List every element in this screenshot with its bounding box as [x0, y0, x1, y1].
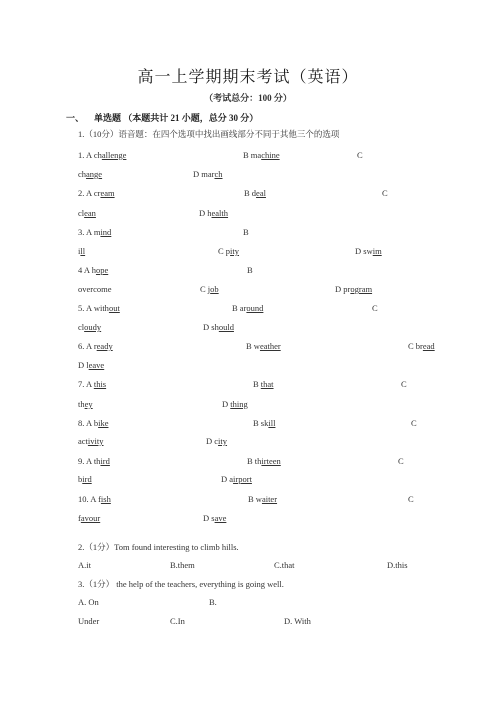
question-3-option-a: A. On — [78, 597, 99, 607]
q1-item-7-line2-option-2 — [222, 399, 248, 409]
q1-item-8-line2-option-1 — [78, 436, 104, 446]
section-label: 单选题 （本题共计 21 小题，总分 30 分） — [94, 113, 259, 123]
q1-item-6-line1-option-3 — [408, 341, 435, 351]
q1-item-6-line1-option-1 — [78, 341, 113, 351]
option-text: B ma — [243, 150, 262, 160]
section-heading — [66, 111, 258, 124]
option-text: B — [253, 379, 261, 389]
q1-item-4-line1-option-1 — [78, 265, 108, 275]
option-text: B th — [247, 456, 262, 466]
underlined-text: oudy — [84, 322, 102, 332]
section-number: 一、 — [66, 113, 85, 123]
option-text: 2. A cr — [78, 188, 101, 198]
underlined-text: ave — [214, 513, 227, 523]
option-text: 3. A m — [78, 227, 101, 237]
option-text: b — [78, 474, 83, 484]
q1-item-9-line1-option-2 — [247, 456, 281, 466]
underlined-text: ey — [84, 399, 93, 409]
q1-item-2-line1-option-2 — [244, 188, 266, 198]
option-text: C — [401, 379, 407, 389]
underlined-text: eam — [100, 188, 115, 198]
option-text: C j — [200, 284, 211, 294]
underlined-text: ish — [100, 494, 111, 504]
option-text: 8. A b — [78, 418, 99, 428]
underlined-text: eal — [256, 188, 266, 198]
q1-item-3-line2-option-1 — [78, 246, 85, 256]
question-2-option-c: C.that — [274, 560, 295, 570]
underlined-text: ange — [86, 169, 103, 179]
option-text: 9. A th — [78, 456, 101, 466]
question-2-stem: 2.（1分）Tom found interesting to climb hills. — [78, 542, 239, 552]
q1-item-1-line1-option-3 — [357, 150, 363, 160]
option-text: act — [78, 436, 88, 446]
underlined-text: irteen — [261, 456, 281, 466]
underlined-text: ould — [218, 322, 234, 332]
option-text: C — [372, 303, 378, 313]
option-text: B — [247, 265, 253, 275]
option-text: C — [382, 188, 388, 198]
q1-item-8-line1-option-2 — [253, 418, 275, 428]
option-text: ch — [78, 169, 87, 179]
option-text: B w — [248, 494, 262, 504]
underlined-text: ivity — [87, 436, 104, 446]
underlined-text: ead — [422, 341, 435, 351]
q1-item-7-line1-option-3 — [401, 379, 407, 389]
q1-item-9-line2-option-2 — [221, 474, 252, 484]
underlined-text: thing — [230, 399, 248, 409]
q1-item-7-line2-option-1 — [78, 399, 93, 409]
underlined-text: this — [93, 379, 107, 389]
question-1-stem: 1.（10分）语音题：在四个选项中找出画线部分不同于其他三个的选项 — [78, 129, 340, 139]
question-2-option-d: D.this — [387, 560, 408, 570]
q1-item-8-line2-option-2 — [206, 436, 227, 446]
underlined-text: ll — [80, 246, 86, 256]
q1-item-10-line1-option-2 — [248, 494, 277, 504]
underlined-text: eave — [88, 360, 105, 370]
q1-item-10-line2-option-1 — [78, 513, 100, 523]
underlined-text: avour — [80, 513, 101, 523]
q1-item-4-line1-option-2 — [247, 265, 253, 275]
q1-item-9-line1-option-1 — [78, 456, 110, 466]
q1-item-7-line1-option-1 — [78, 379, 106, 389]
underlined-text: ch — [214, 169, 223, 179]
underlined-text: aiter — [261, 494, 278, 504]
q1-item-6-line1-option-2 — [246, 341, 281, 351]
option-text: 6. A r — [78, 341, 97, 351]
option-text: 1. A ch — [78, 150, 102, 160]
q1-item-10-line1-option-3 — [408, 494, 414, 504]
option-text: 7. A — [78, 379, 94, 389]
option-text: D h — [199, 208, 212, 218]
underlined-text: irport — [233, 474, 252, 484]
option-text: 10. A f — [78, 494, 101, 504]
q1-item-1-line2-option-2 — [193, 169, 223, 179]
q1-item-5-line2-option-2 — [203, 322, 234, 332]
option-text: C — [398, 456, 404, 466]
underlined-text: that — [260, 379, 274, 389]
question-2-option-a: A.it — [78, 560, 91, 570]
underlined-text: ind — [100, 227, 112, 237]
underlined-text: ogram — [350, 284, 373, 294]
option-text: D pr — [335, 284, 351, 294]
underlined-text: eather — [259, 341, 281, 351]
underlined-text: ird — [100, 456, 110, 466]
q1-item-4-line2-option-2 — [200, 284, 219, 294]
q1-item-2-line2-option-1 — [78, 208, 96, 218]
option-text: D s — [203, 513, 215, 523]
question-3-option-b-text: Under — [78, 616, 100, 626]
underlined-text: eady — [96, 341, 113, 351]
option-text: B sk — [253, 418, 269, 428]
option-text: C — [411, 418, 417, 428]
q1-item-1-line1-option-1 — [78, 150, 126, 160]
page-subtitle: （考试总分：100 分） — [204, 93, 292, 103]
q1-item-3-line1-option-2 — [243, 227, 249, 237]
option-text: C p — [218, 246, 231, 256]
q1-item-5-line1-option-1 — [78, 303, 120, 313]
q1-item-8-line1-option-1 — [78, 418, 108, 428]
question-3-option-c: C.In — [170, 616, 185, 626]
option-text: D — [222, 399, 231, 409]
question-3-stem: 3.（1分） the help of the teachers, everything is going well. — [78, 579, 284, 589]
underlined-text: ird — [82, 474, 92, 484]
option-text: D mar — [193, 169, 215, 179]
q1-item-4-line2-option-3 — [335, 284, 372, 294]
option-text: C br — [408, 341, 423, 351]
q1-item-10-line2-option-2 — [203, 513, 226, 523]
underlined-text: out — [108, 303, 120, 313]
option-text: i — [78, 246, 81, 256]
option-text: 5. A with — [78, 303, 109, 313]
option-text: f — [78, 513, 81, 523]
page-title: 高一上学期期末考试（英语） — [137, 69, 359, 86]
option-text: th — [78, 399, 85, 409]
question-2-option-b: B.them — [170, 560, 195, 570]
q1-item-5-line2-option-1 — [78, 322, 101, 332]
question-3-option-b: B. — [209, 597, 217, 607]
q1-item-1-line1-option-2 — [243, 150, 280, 160]
underlined-text: ity — [230, 246, 240, 256]
underlined-text: ealth — [211, 208, 229, 218]
option-text: overcome — [78, 284, 112, 294]
q1-item-6-line2-option-1 — [78, 360, 104, 370]
q1-item-5-line1-option-2 — [232, 303, 263, 313]
option-text: D l — [78, 360, 89, 370]
q1-item-7-line1-option-2 — [253, 379, 274, 389]
underlined-text: ike — [98, 418, 109, 428]
option-text: cl — [78, 322, 85, 332]
q1-item-2-line2-option-2 — [199, 208, 228, 218]
option-text: B — [243, 227, 249, 237]
q1-item-1-line2-option-1 — [78, 169, 102, 179]
q1-item-9-line1-option-3 — [398, 456, 404, 466]
underlined-text: chine — [261, 150, 280, 160]
option-text: D sw — [355, 246, 373, 256]
option-text: B d — [244, 188, 257, 198]
option-text: D c — [206, 436, 219, 446]
underlined-text: allenge — [101, 150, 127, 160]
q1-item-10-line1-option-1 — [78, 494, 111, 504]
q1-item-2-line1-option-1 — [78, 188, 115, 198]
underlined-text: ill — [268, 418, 276, 428]
q1-item-3-line1-option-1 — [78, 227, 111, 237]
q1-item-5-line1-option-3 — [372, 303, 378, 313]
option-text: B ar — [232, 303, 247, 313]
option-text: D sh — [203, 322, 219, 332]
underlined-text: ean — [84, 208, 96, 218]
q1-item-3-line2-option-2 — [218, 246, 239, 256]
underlined-text: ope — [95, 265, 109, 275]
option-text: 4 A h — [78, 265, 96, 275]
option-text: C — [408, 494, 414, 504]
q1-item-3-line2-option-3 — [355, 246, 382, 256]
question-3-option-d: D. With — [284, 616, 311, 626]
underlined-text: ity — [218, 436, 228, 446]
underlined-text: ob — [210, 284, 219, 294]
underlined-text: im — [372, 246, 382, 256]
option-text: C — [357, 150, 363, 160]
option-text: cl — [78, 208, 85, 218]
q1-item-9-line2-option-1 — [78, 474, 92, 484]
underlined-text: ound — [246, 303, 264, 313]
option-text: D a — [221, 474, 234, 484]
option-text: B w — [246, 341, 260, 351]
q1-item-8-line1-option-3 — [411, 418, 417, 428]
q1-item-4-line2-option-1 — [78, 284, 112, 294]
q1-item-2-line1-option-3 — [382, 188, 388, 198]
